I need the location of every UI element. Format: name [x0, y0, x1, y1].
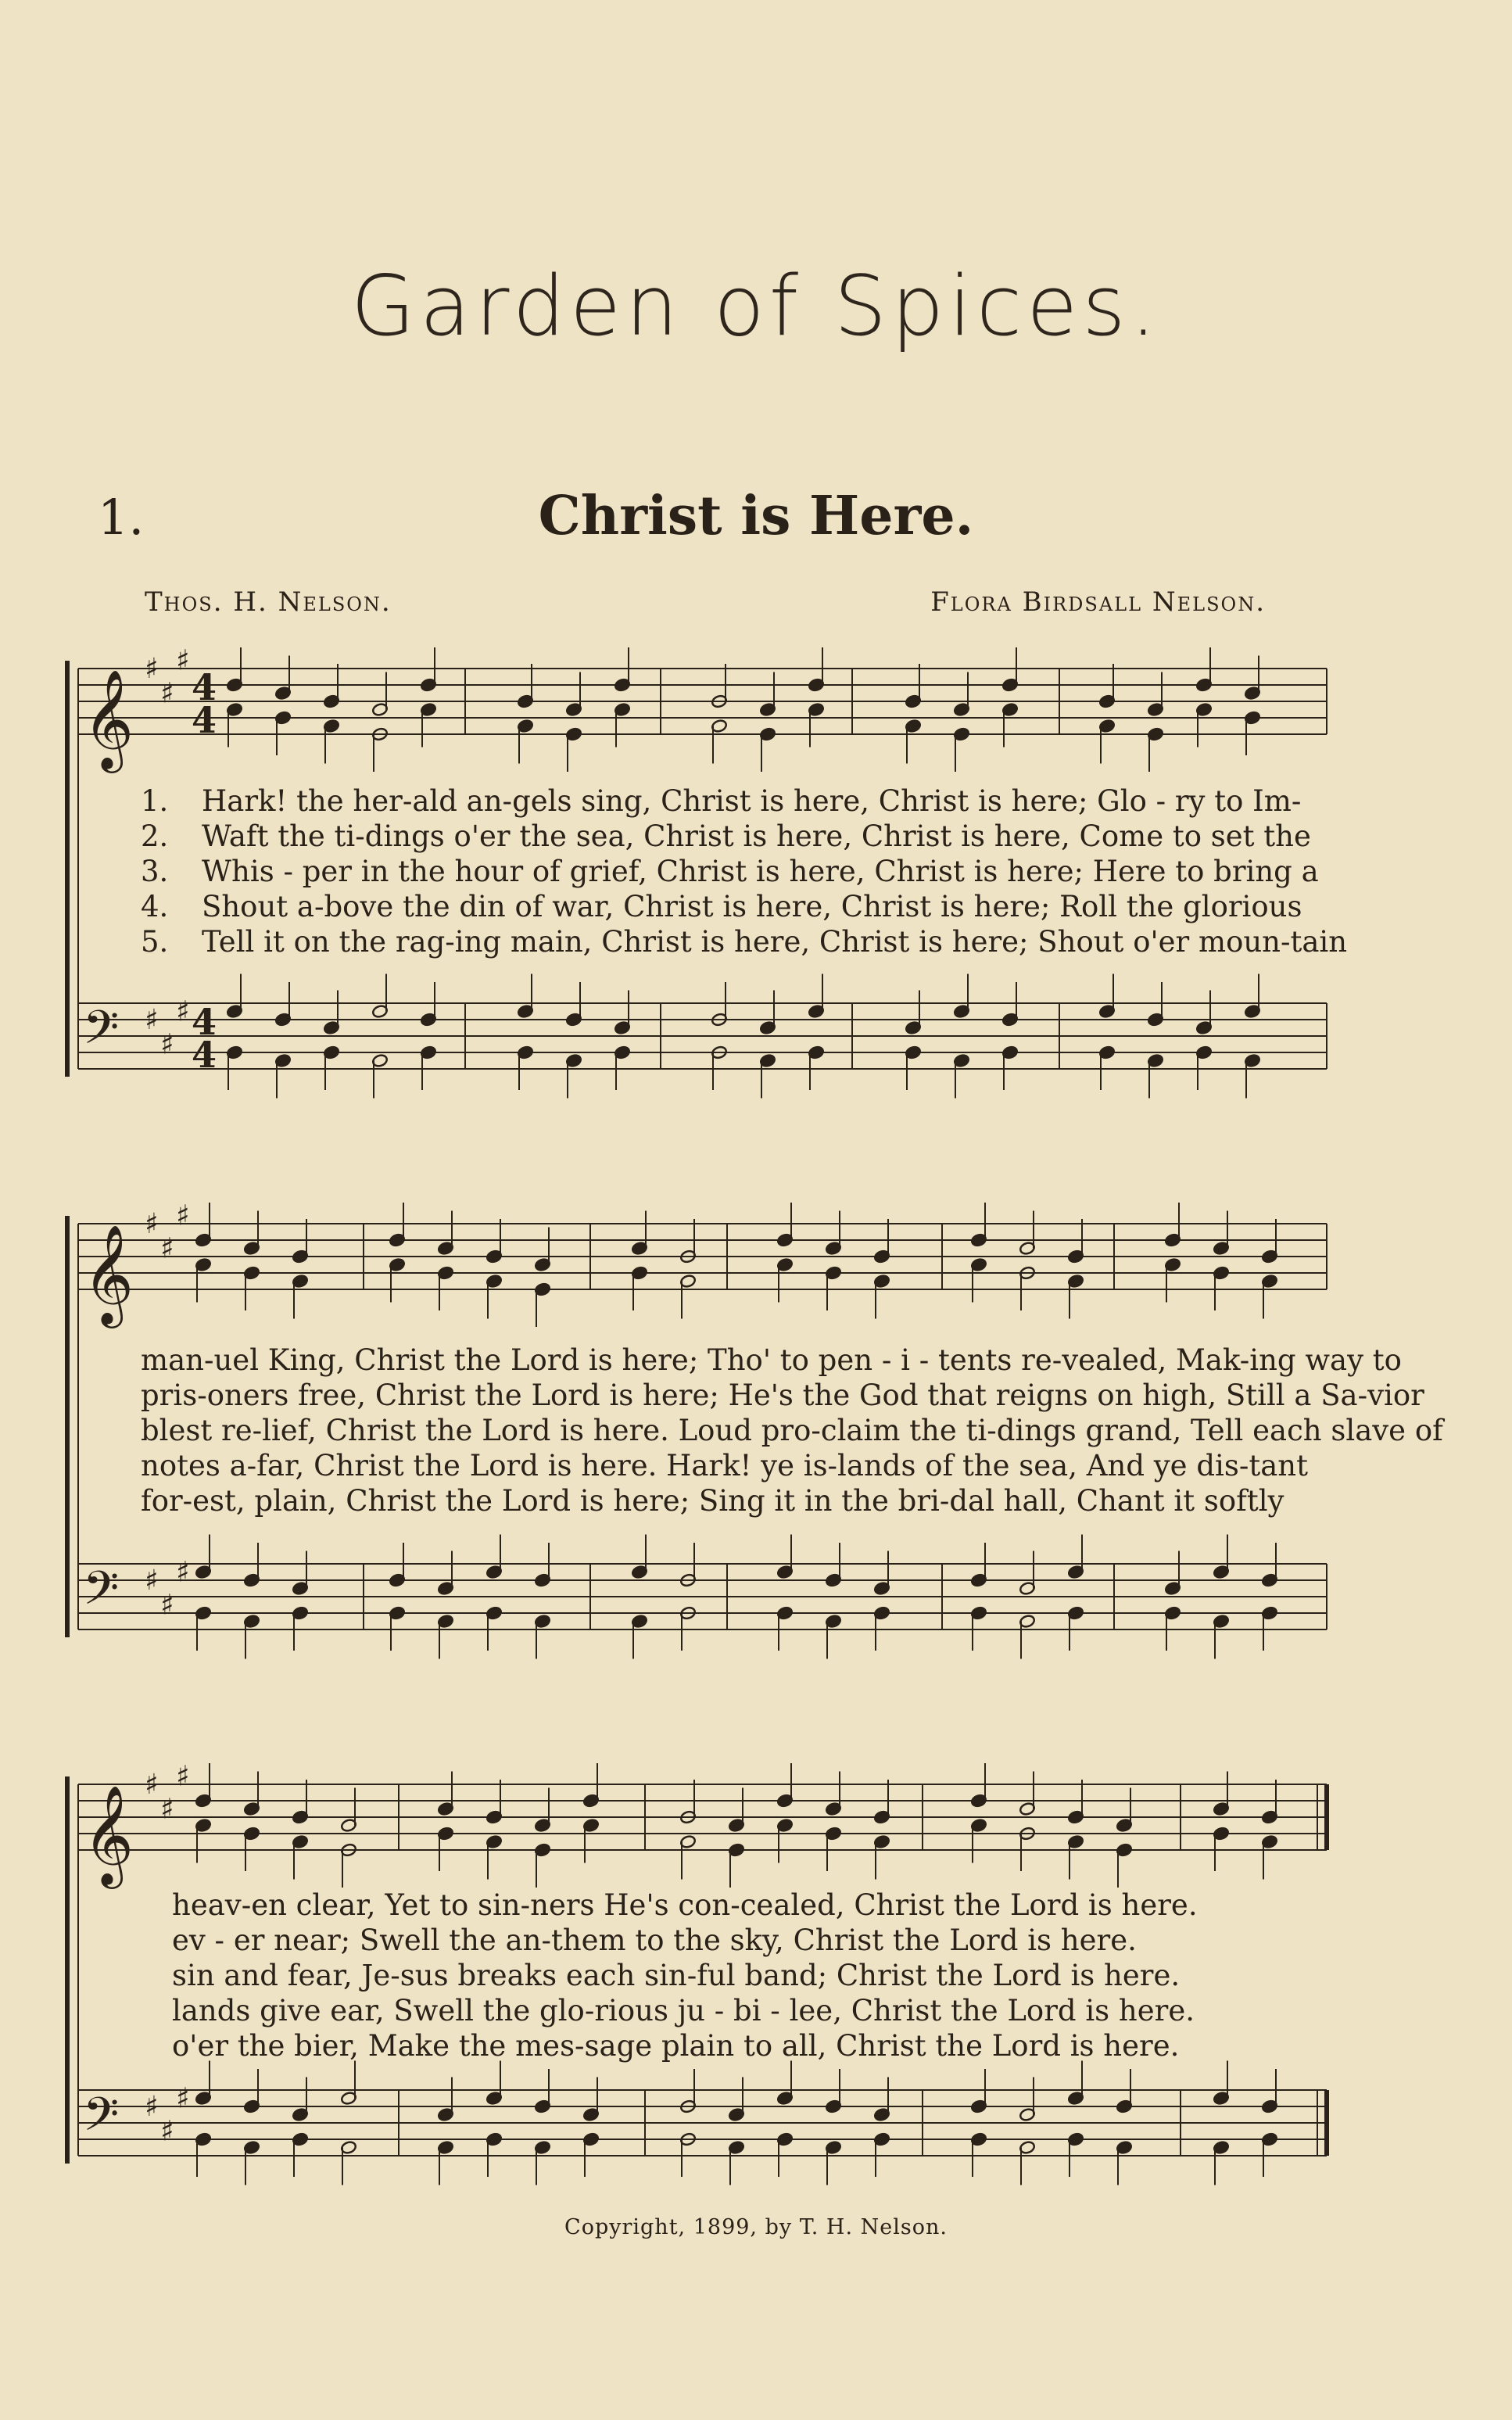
- lyric-line: notes a-far, Christ the Lord is here. Hark! ye is-lands of the sea, And ye dis-tant: [141, 1449, 1308, 1482]
- lyric-line: pris-oners free, Christ the Lord is here; He's the God that reigns on high, Still a Sa-vior: [141, 1379, 1424, 1412]
- composer-credit: Thos. H. Nelson.: [145, 586, 392, 618]
- sharp-icon: ♯: [160, 1027, 174, 1061]
- lyric-line: blest re-lief, Christ the Lord is here. Loud pro-claim the ti-dings grand, Tell each slave of: [141, 1414, 1443, 1447]
- hymn-number: 1.: [98, 489, 145, 546]
- sharp-icon: ♯: [145, 2090, 159, 2123]
- sharp-icon: ♯: [145, 1207, 159, 1240]
- bass-clef-icon: 𝄢: [83, 2087, 120, 2153]
- author-credit: Flora Birdsall Nelson.: [930, 586, 1266, 618]
- lyric-line: 2. Waft the ti-dings o'er the sea, Christ is here, Christ is here, Come to set the: [141, 819, 1311, 853]
- time-signature: 4: [192, 1034, 217, 1076]
- sharp-icon: ♯: [176, 1555, 190, 1589]
- sharp-icon: ♯: [176, 995, 190, 1028]
- sharp-icon: ♯: [145, 1003, 159, 1036]
- treble-clef-icon: 𝄞: [83, 669, 134, 769]
- time-signature: 4: [192, 1001, 217, 1043]
- sharp-icon: ♯: [145, 1768, 159, 1801]
- sharp-icon: ♯: [160, 1792, 174, 1826]
- lyric-line: for-est, plain, Christ the Lord is here; Sing it in the bri-dal hall, Chant it softly: [141, 1484, 1284, 1518]
- time-signature: 4: [192, 699, 217, 741]
- lyric-line: o'er the bier, Make the mes-sage plain to all, Christ the Lord is here.: [172, 2029, 1180, 2063]
- lyric-line: 4. Shout a-bove the din of war, Christ is here, Christ is here; Roll the glorious: [141, 890, 1302, 923]
- bass-clef-icon: 𝄢: [83, 1561, 120, 1626]
- book-title: Garden of Spices.: [350, 258, 1162, 354]
- lyric-line: ev - er near; Swell the an-them to the sky, Christ the Lord is here.: [172, 1923, 1137, 1957]
- treble-clef-icon: 𝄞: [83, 1224, 134, 1324]
- sharp-icon: ♯: [160, 1232, 174, 1265]
- bass-clef-icon: 𝄢: [83, 1000, 120, 1066]
- sharp-icon: ♯: [145, 652, 159, 685]
- hymn-title: Christ is Here.: [538, 485, 974, 547]
- lyric-line: sin and fear, Je-sus breaks each sin-ful band; Christ the Lord is here.: [172, 1959, 1181, 1992]
- sharp-icon: ♯: [160, 2114, 174, 2148]
- sharp-icon: ♯: [176, 1199, 190, 1232]
- sharp-icon: ♯: [160, 676, 174, 710]
- lyric-line: heav-en clear, Yet to sin-ners He's con-cealed, Christ the Lord is here.: [172, 1888, 1198, 1922]
- time-signature: 4: [192, 666, 217, 708]
- sharp-icon: ♯: [176, 2081, 190, 2115]
- lyric-line: 5. Tell it on the rag-ing main, Christ is here, Christ is here; Shout o'er moun-tain: [141, 925, 1348, 959]
- sharp-icon: ♯: [145, 1564, 159, 1597]
- sharp-icon: ♯: [176, 644, 190, 677]
- sharp-icon: ♯: [160, 1588, 174, 1622]
- sharp-icon: ♯: [176, 1759, 190, 1793]
- copyright-notice: Copyright, 1899, by T. H. Nelson.: [564, 2215, 948, 2239]
- lyric-line: 1. Hark! the her-ald an-gels sing, Christ is here, Christ is here; Glo - ry to Im-: [141, 784, 1302, 818]
- lyric-line: man-uel King, Christ the Lord is here; Tho' to pen - i - tents re-vealed, Mak-ing way to: [141, 1343, 1402, 1377]
- lyric-line: lands give ear, Swell the glo-rious ju - bi - lee, Christ the Lord is here.: [172, 1994, 1195, 2027]
- treble-clef-icon: 𝄞: [83, 1784, 134, 1884]
- lyric-line: 3. Whis - per in the hour of grief, Christ is here, Christ is here; Here to bring a: [141, 855, 1319, 888]
